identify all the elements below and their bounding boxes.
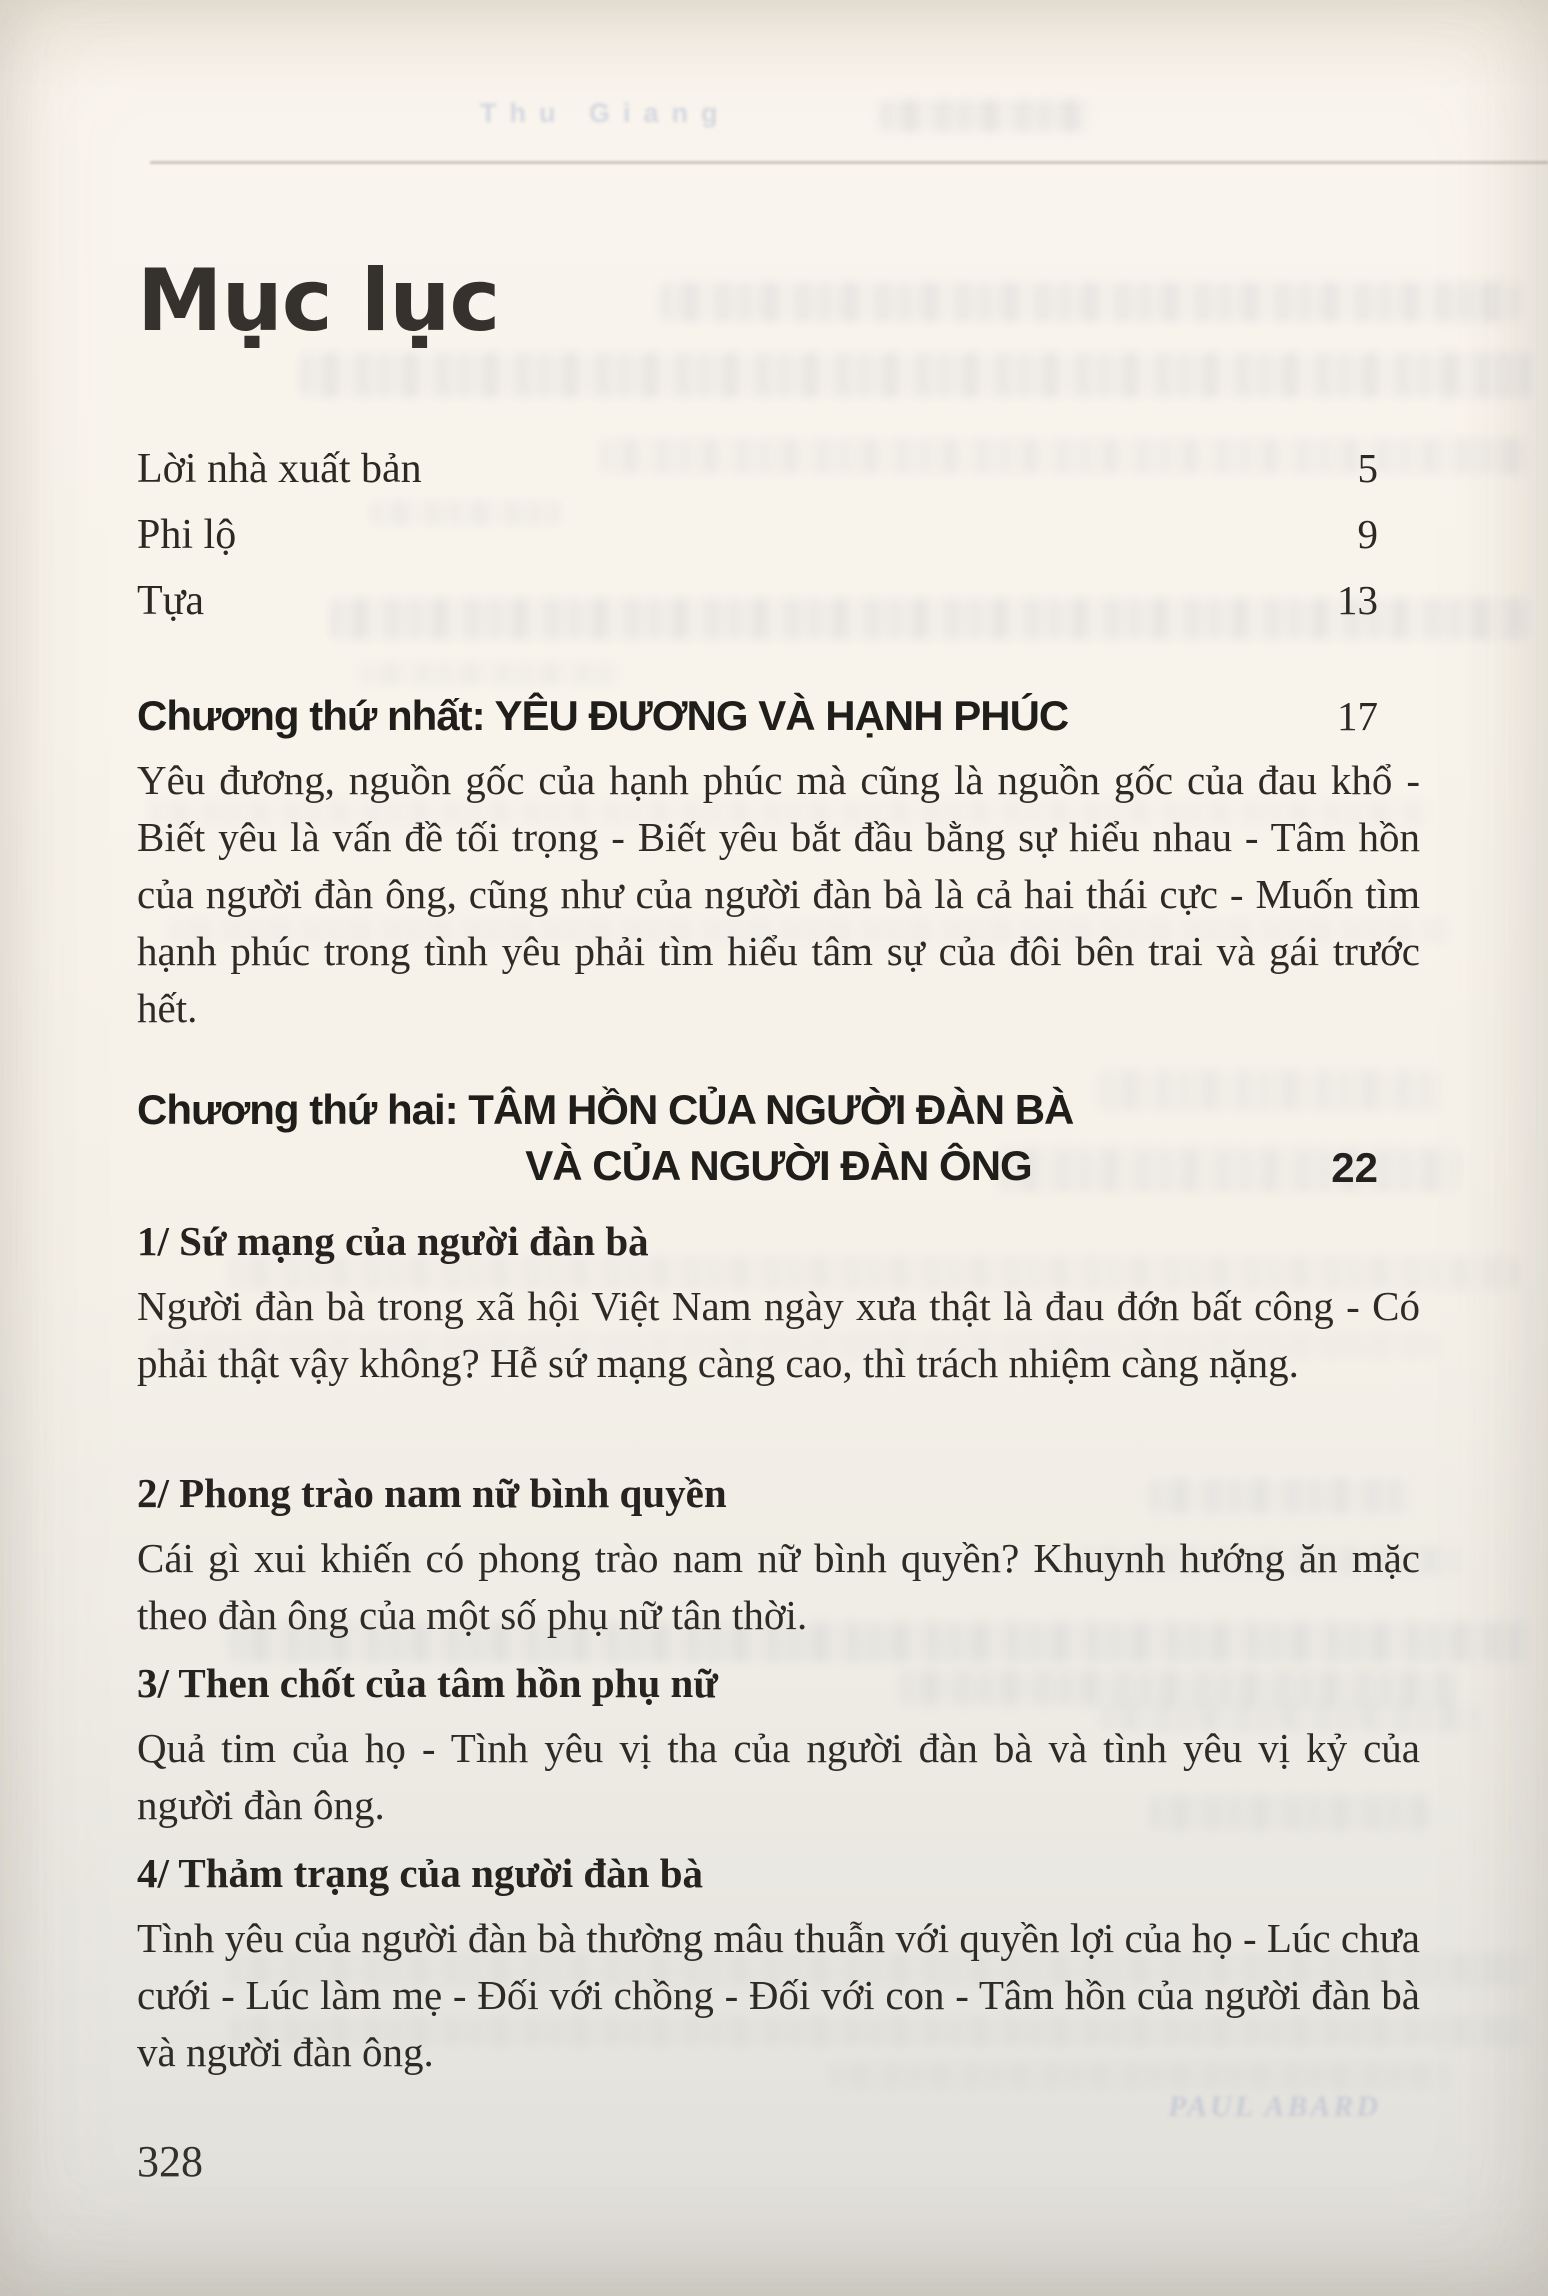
section-1-heading: 1/ Sứ mạng của người đàn bà xyxy=(137,1218,649,1264)
section-4-summary: Tình yêu của người đàn bà thường mâu thuẫn với quyền lợi của họ - Lúc chưa cưới - Lúc làm mẹ - Đối với chồng - Đối với con - Tâm hồn của người đàn bà và người đàn ông. xyxy=(137,1915,1420,2075)
section-4-heading: 4/ Thảm trạng của người đàn bà xyxy=(137,1850,704,1896)
chapter1-heading: Chương thứ nhất: YÊU ĐƯƠNG VÀ HẠNH PHÚC xyxy=(137,692,1069,739)
chapter1-page-number: 17 xyxy=(1337,693,1378,739)
toc-row-page: 9 xyxy=(1357,511,1378,557)
ghost-bleedthrough-smudge xyxy=(360,662,620,686)
section-3-heading: 3/ Then chốt của tâm hồn phụ nữ xyxy=(137,1660,718,1706)
ghost-bleedthrough-smudge xyxy=(300,352,1530,398)
toc-row-label: Phi lộ xyxy=(137,512,237,558)
toc-row-phi-lo xyxy=(137,510,1378,559)
toc-row-label: Lời nhà xuất bản xyxy=(137,446,422,492)
toc-row-tua xyxy=(137,576,1378,625)
section-2-summary: Cái gì xui khiến có phong trào nam nữ bình quyền? Khuynh hướng ăn mặc theo đàn ông của một số phụ nữ tân thời. xyxy=(137,1535,1420,1638)
ghost-bleedthrough-smudge xyxy=(880,100,1090,132)
toc-row-loi-nha-xuat-ban xyxy=(137,444,1378,493)
running-header-ghost xyxy=(480,98,730,129)
chapter1-summary: Yêu đương, nguồn gốc của hạnh phúc mà cũng là nguồn gốc của đau khổ - Biết yêu là vấn đề tối trọng - Biết yêu bắt đầu bằng sự hiểu nhau - Tâm hồn của người đàn ông, cũng như của người đàn bà là cả hai thái cực - Muốn tìm hạnh phúc trong tình yêu phải tìm hiểu tâm sự của đôi bên trai và gái trước hết. xyxy=(137,757,1420,1031)
toc-row-page: 13 xyxy=(1337,577,1378,623)
toc-row-page: 5 xyxy=(1357,445,1378,491)
chapter2-page-number: 22 xyxy=(1331,1144,1378,1191)
page-title: Mục lục xyxy=(137,251,500,351)
header-rule-ghost xyxy=(150,161,1548,164)
section-1-summary: Người đàn bà trong xã hội Việt Nam ngày xưa thật là đau đớn bất công - Có phải thật vậy không? Hễ sứ mạng càng cao, thì trách nhiệm càng nặng. xyxy=(137,1283,1420,1386)
running-header-ghost-text: Thu Giang xyxy=(480,98,731,128)
footer-page-number: 328 xyxy=(137,2137,203,2186)
ghost-bleedthrough-smudge xyxy=(660,282,1520,322)
chapter2-heading-block xyxy=(137,1082,1420,1194)
chapter1-heading-row xyxy=(137,688,1378,744)
toc-row-label: Tựa xyxy=(137,578,205,624)
section-3-summary: Quả tim của họ - Tình yêu vị tha của người đàn bà và tình yêu vị kỷ của người đàn ông. xyxy=(137,1725,1420,1828)
chapter2-heading-line1: Chương thứ hai: TÂM HỒN CỦA NGƯỜI ĐÀN BÀ xyxy=(137,1086,1074,1133)
section-2-heading: 2/ Phong trào nam nữ bình quyền xyxy=(137,1470,727,1516)
chapter2-heading-line2: VÀ CỦA NGƯỜI ĐÀN ÔNG xyxy=(525,1142,1032,1189)
ghost-footer-author: PAUL ABARD xyxy=(1168,2090,1382,2123)
